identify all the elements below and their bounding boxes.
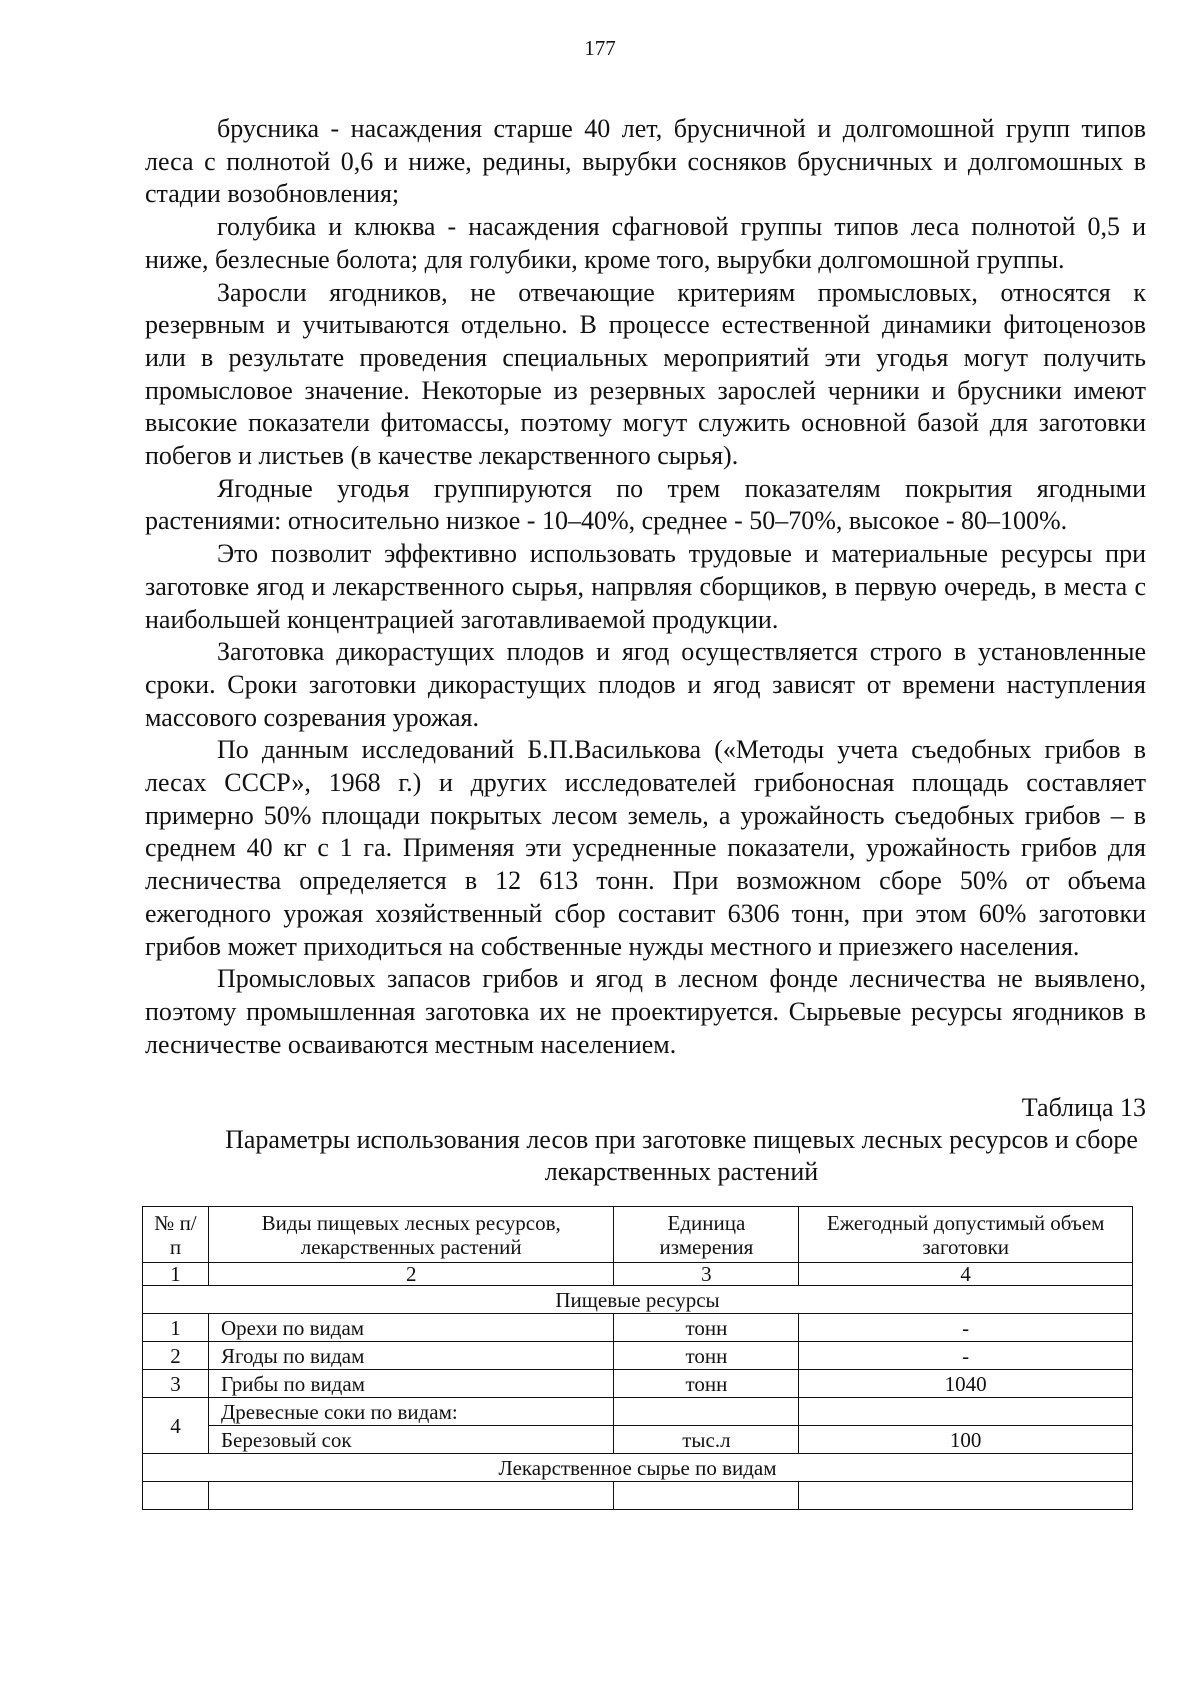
table-row-empty (143, 1482, 1133, 1510)
paragraph: Заросли ягодников, не отвечающие критериям промысловых, относятся к резервным и учитываются отдельно. В процессе естественной динамики фитоценозов или в результате проведения специальных мероприятий эти угодья могут получить промысловое значение. Некоторые из резервных зарослей черники и брусники имеют высокие показатели фитомассы, поэтому могут служить основной базой для заготовки побегов и листьев (в качестве лекарственного сырья). (145, 277, 1146, 471)
row-volume (799, 1398, 1133, 1426)
header-resource-type: Виды пищевых лесных ресурсов, лекарственных растений (208, 1207, 614, 1263)
paragraph: голубика и клюква - насаждения сфагновой группы типов леса полнотой 0,5 и ниже, безлесные болота; для голубики, кроме того, вырубки долгомошной группы. (145, 212, 1146, 274)
row-resource-name: Древесные соки по видам: (208, 1398, 614, 1426)
row-resource-name: Орехи по видам (208, 1314, 614, 1342)
page-number: 177 (584, 36, 616, 60)
paragraph: Заготовка дикорастущих плодов и ягод осуществляется строго в установленные сроки. Сроки заготовки дикорастущих плодов и ягод зависят от времени наступления массового созревания урожая. (145, 637, 1146, 732)
header-unit: Единица измерения (614, 1207, 799, 1263)
paragraph: брусника - насаждения старше 40 лет, брусничной и долгомошной групп типов леса с полнотой 0,6 и ниже, редины, вырубки сосняков брусничных и долгомошных в стадии возобновления; (145, 114, 1146, 209)
column-number: 4 (799, 1263, 1133, 1286)
row-unit: тонн (614, 1342, 799, 1370)
section-title-food: Пищевые ресурсы (143, 1286, 1133, 1314)
table-title: Параметры использования лесов при заготовке пищевых лесных ресурсов и сборе лекарственных растений (225, 1125, 1138, 1186)
table-row-birch-sap (143, 1426, 1133, 1454)
row-number: 3 (143, 1370, 209, 1398)
paragraph: По данным исследований Б.П.Василькова («Методы учета съедобных грибов в лесах СССР», 1968 г.) и других исследователей грибоносная площадь составляет примерно 50% площади покрытых лесом земель, а урожайность съедобных грибов – в среднем 40 кг с 1 га. Применяя эти усредненные показатели, урожайность грибов для лесничества определяется в 12 613 тонн. При возможном сборе 50% от объема ежегодного урожая хозяйственный сбор составит 6306 тонн, при этом 60% заготовки грибов может приходиться на собственные нужды местного и приезжего населения. (145, 735, 1146, 961)
table-row (143, 1314, 1133, 1342)
empty-cell (799, 1482, 1133, 1510)
column-number: 3 (614, 1263, 799, 1286)
empty-cell (143, 1482, 209, 1510)
parameters-table (142, 1206, 1133, 1510)
table-number: Таблица 13 (1021, 1093, 1146, 1122)
row-volume: 100 (799, 1426, 1133, 1454)
section-row-medicinal (143, 1454, 1133, 1482)
table-row (143, 1370, 1133, 1398)
row-resource-name: Ягоды по видам (208, 1342, 614, 1370)
row-unit: тонн (614, 1370, 799, 1398)
row-unit: тыс.л (614, 1426, 799, 1454)
column-number: 2 (208, 1263, 614, 1286)
table-header-row (143, 1207, 1133, 1263)
row-resource-name: Березовый сок (208, 1426, 614, 1454)
section-row-food (143, 1286, 1133, 1314)
row-number: 4 (143, 1398, 209, 1454)
header-number: № п/п (143, 1207, 209, 1263)
paragraph: Это позволит эффективно использовать трудовые и материальные ресурсы при заготовке ягод и лекарственного сырья, напрвляя сборщиков, в первую очередь, в места с наибольшей концентрацией заготавливаемой продукции. (145, 539, 1146, 634)
paragraph: Промысловых запасов грибов и ягод в лесном фонде лесничества не выявлено, поэтому промышленная заготовка их не проектируется. Сырьевые ресурсы ягодников в лесничестве осваиваются местным населением. (145, 964, 1146, 1059)
empty-cell (208, 1482, 614, 1510)
column-number: 1 (143, 1263, 209, 1286)
table-row (143, 1342, 1133, 1370)
empty-cell (614, 1482, 799, 1510)
table-caption (145, 1092, 1146, 1188)
row-volume: - (799, 1342, 1133, 1370)
row-volume: - (799, 1314, 1133, 1342)
section-title-medicinal: Лекарственное сырье по видам (143, 1454, 1133, 1482)
row-number: 1 (143, 1314, 209, 1342)
table-row-sap-group (143, 1398, 1133, 1426)
row-unit: тонн (614, 1314, 799, 1342)
body-text (145, 113, 1146, 1061)
paragraph: Ягодные угодья группируются по трем показателям покрытия ягодными растениями: относительно низкое - 10–40%, среднее - 50–70%, высокое - 80–100%. (145, 473, 1146, 536)
row-number: 2 (143, 1342, 209, 1370)
row-resource-name: Грибы по видам (208, 1370, 614, 1398)
row-unit (614, 1398, 799, 1426)
header-annual-volume: Ежегодный допустимый объем заготовки (799, 1207, 1133, 1263)
column-number-row (143, 1263, 1133, 1286)
row-volume: 1040 (799, 1370, 1133, 1398)
